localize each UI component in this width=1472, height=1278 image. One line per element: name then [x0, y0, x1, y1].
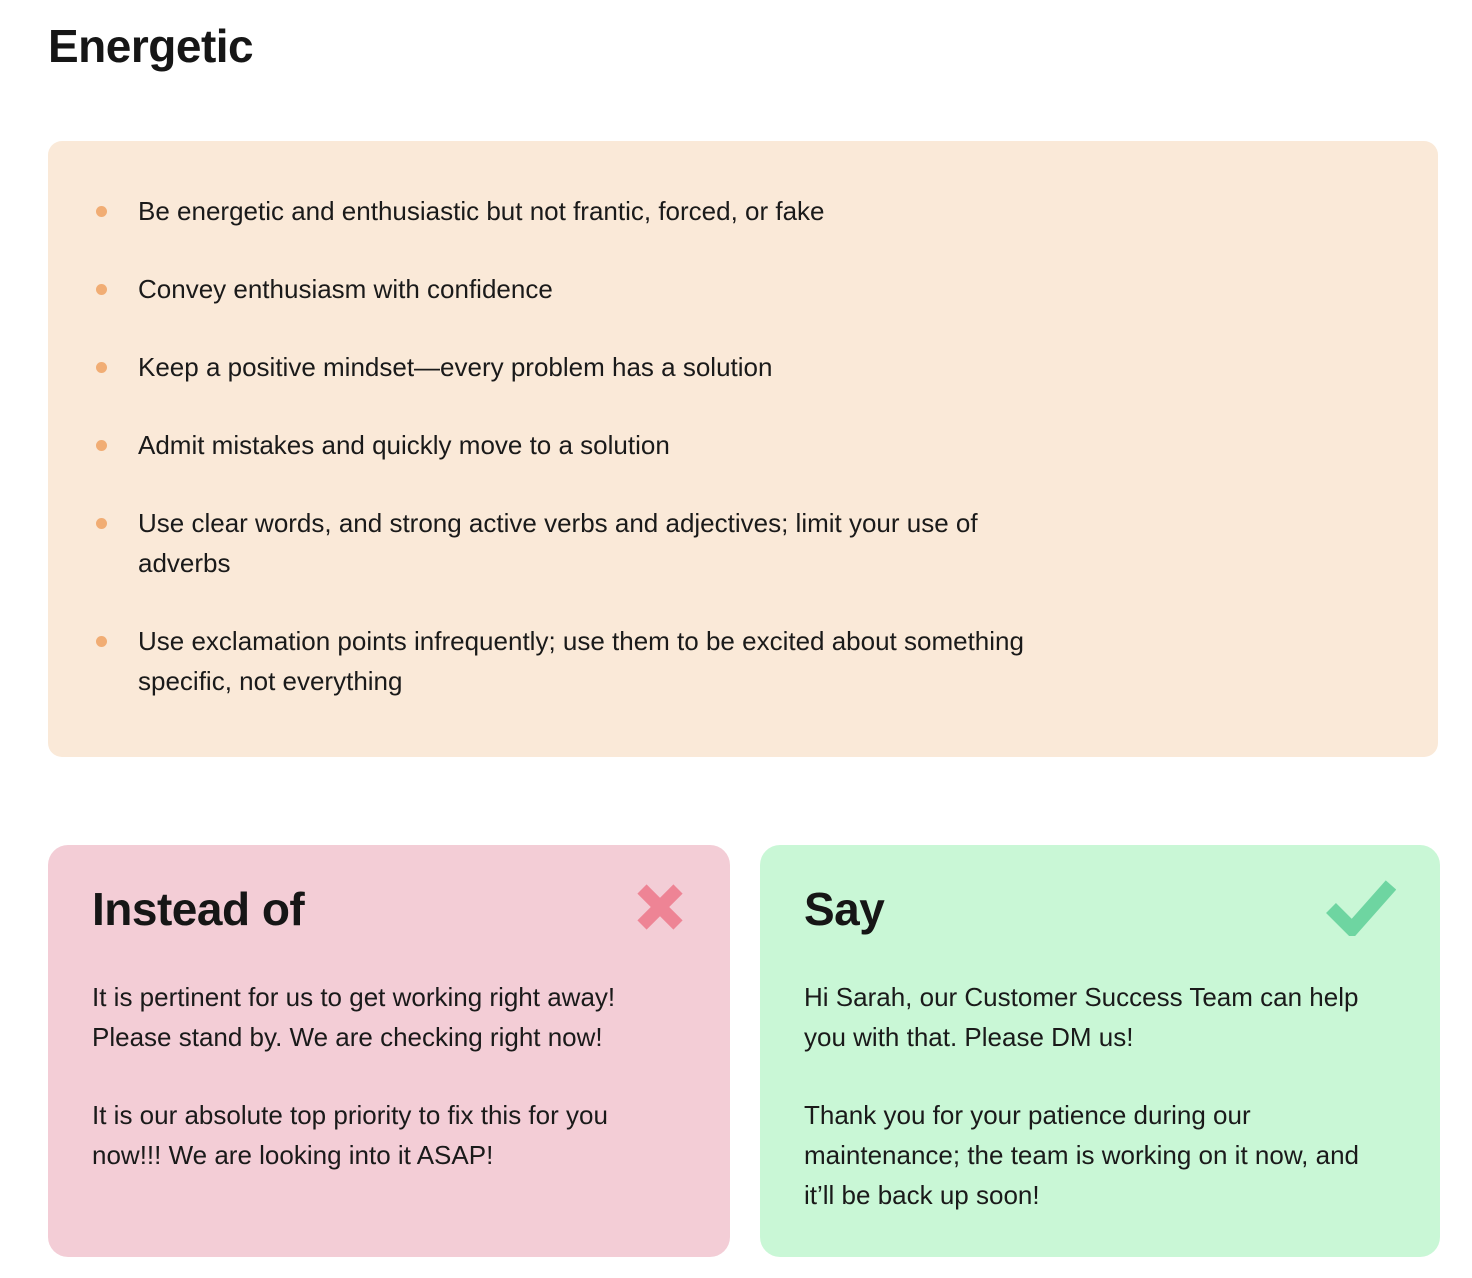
instead-of-heading: Instead of [92, 883, 305, 935]
guideline-item [96, 191, 1390, 231]
check-icon [1326, 878, 1396, 941]
bullet-icon [96, 440, 107, 451]
say-card-header [804, 881, 1396, 937]
bullet-icon [96, 518, 107, 529]
guidelines-list [96, 191, 1390, 701]
instead-of-card [48, 845, 730, 1257]
guideline-text: Admit mistakes and quickly move to a solution [138, 430, 670, 460]
bullet-icon [96, 284, 107, 295]
instead-of-paragraph: It is our absolute top priority to fix this for you now!!! We are looking into it ASAP! [92, 1100, 608, 1170]
page-title: Energetic [48, 20, 254, 72]
instead-of-paragraph: It is pertinent for us to get working right away! Please stand by. We are checking right now! [92, 982, 616, 1052]
say-body [804, 977, 1396, 1215]
bullet-icon [96, 636, 107, 647]
guidelines-panel [48, 141, 1438, 757]
guideline-text: Be energetic and enthusiastic but not frantic, forced, or fake [138, 196, 825, 226]
guideline-item [96, 269, 1390, 309]
guideline-item [96, 621, 1390, 701]
bullet-icon [96, 206, 107, 217]
guideline-item [96, 503, 1390, 583]
say-paragraph: Thank you for your patience during our maintenance; the team is working on it now, and it’ll be back up soon! [804, 1100, 1359, 1210]
bullet-icon [96, 362, 107, 373]
guideline-text: Convey enthusiasm with confidence [138, 274, 553, 304]
x-icon [634, 881, 686, 938]
guideline-text: Keep a positive mindset—every problem has a solution [138, 352, 773, 382]
say-paragraph: Hi Sarah, our Customer Success Team can help you with that. Please DM us! [804, 982, 1359, 1052]
say-heading: Say [804, 883, 885, 935]
guideline-text: Use exclamation points infrequently; use them to be excited about something specific, not everything [138, 626, 1024, 696]
instead-of-card-header [92, 881, 686, 937]
comparison-row [48, 845, 1472, 1257]
guideline-item [96, 347, 1390, 387]
say-card [760, 845, 1440, 1257]
guideline-text: Use clear words, and strong active verbs and adjectives; limit your use of adverbs [138, 508, 978, 578]
guideline-item [96, 425, 1390, 465]
instead-of-body [92, 977, 686, 1175]
